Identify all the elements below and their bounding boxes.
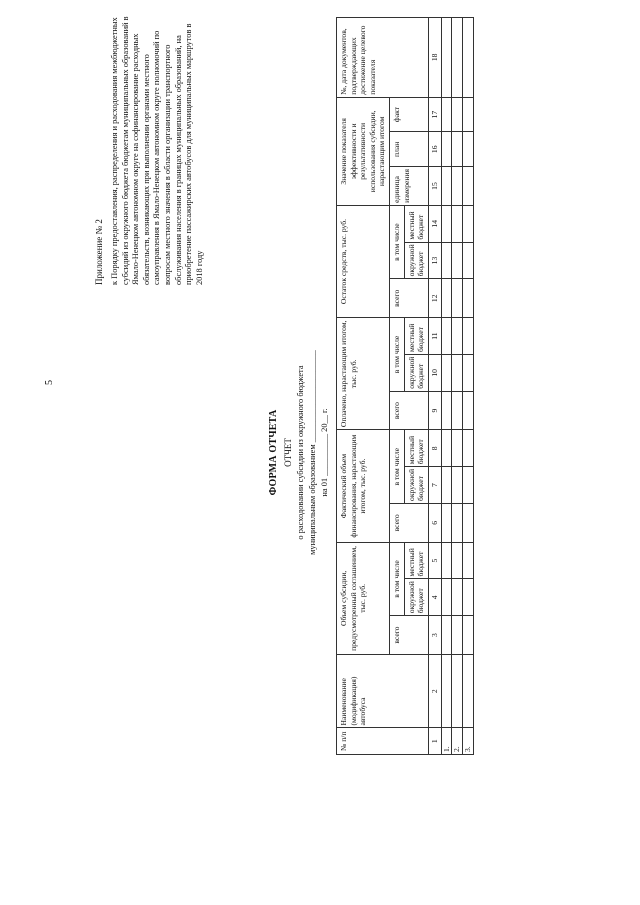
col-num: 8 — [428, 430, 441, 467]
header-row-1 — [337, 18, 390, 755]
report-subtitle: о расходовании субсидии из окружного бюджета — [296, 365, 305, 540]
col-num: 2 — [428, 654, 441, 727]
col-num: 5 — [428, 542, 441, 579]
col-num: 17 — [428, 97, 441, 132]
header-remaining: Остаток средств, тыс. руб. — [337, 205, 390, 317]
indicator-unit: единица измерения — [389, 167, 428, 206]
col-num: 7 — [428, 467, 441, 504]
paid-total: всего — [389, 391, 428, 430]
col-num: 12 — [428, 279, 441, 318]
page-number: 5 — [44, 380, 55, 385]
financing-including: в том числе — [389, 430, 404, 503]
row-number: 2. — [452, 728, 463, 755]
row-number: 3. — [462, 728, 473, 755]
financing-local: местный бюджет — [404, 430, 428, 467]
col-num: 18 — [428, 18, 441, 98]
financing-district: окружной бюджет — [404, 467, 428, 504]
financing-total: всего — [389, 503, 428, 542]
header-actual-financing: Фактический объем финансирования, нарастающим итогом, тыс. руб. — [337, 430, 390, 542]
table-row — [452, 18, 463, 755]
col-num: 3 — [428, 616, 441, 655]
appendix-text: к Порядку предоставления, распределения и расходования межбюджетных субсидий из окружного бюджета бюджетам муниципальных образований в Ямало-Ненецком автономном округе на софинансирование расходных обязательств, возникающих при выполнении органами местного самоуправления в Ямало-Ненецком автономном округе полномочий по вопросам местного значения в области организации транспортного обслуживания населения в границах муниципальных образований, на приобретение пассажирских автобусов для муниципальных маршрутов в 2018 году — [110, 16, 204, 285]
col-num: 6 — [428, 503, 441, 542]
report-title: ОТЧЕТ — [283, 438, 293, 467]
remaining-including: в том числе — [389, 205, 404, 279]
indicator-fact: факт — [389, 97, 428, 132]
col-num: 1 — [428, 728, 441, 755]
appendix-label: Приложение № 2 — [94, 219, 104, 285]
paid-including: в том числе — [389, 318, 404, 392]
header-subsidy-volume: Объем субсидии, предусмотренный соглашением, тыс. руб. — [337, 542, 390, 654]
col-num: 14 — [428, 205, 441, 242]
remaining-district: окружной бюджет — [404, 242, 428, 279]
subsidy-total: всего — [389, 616, 428, 655]
subsidy-local: местный бюджет — [404, 542, 428, 579]
row-number: 1. — [441, 728, 452, 755]
col-num: 11 — [428, 318, 441, 355]
subsidy-including: в том числе — [389, 542, 404, 615]
remaining-local: местный бюджет — [404, 205, 428, 242]
paid-local: местный бюджет — [404, 318, 428, 355]
table-row — [462, 18, 473, 755]
column-number-row — [428, 18, 441, 755]
report-municipality: муниципальным образованием ______________________ — [308, 350, 317, 555]
col-num: 4 — [428, 579, 441, 616]
report-table — [336, 17, 474, 755]
header-paid: Оплачено, нарастающим итогом, тыс. руб. — [337, 318, 390, 430]
form-title: ФОРМА ОТЧЕТА — [268, 409, 279, 496]
col-num: 9 — [428, 391, 441, 430]
indicator-plan: план — [389, 132, 428, 167]
col-num: 15 — [428, 167, 441, 206]
paid-district: окружной бюджет — [404, 354, 428, 391]
subsidy-district: окружной бюджет — [404, 579, 428, 616]
col-num: 16 — [428, 132, 441, 167]
report-date: на 01 __________ 20__ г. — [320, 408, 329, 497]
table-row — [441, 18, 452, 755]
remaining-total: всего — [389, 279, 428, 318]
header-row-2 — [389, 18, 404, 755]
header-num: № п/п — [337, 728, 429, 755]
header-bus-name: Наименование (модификация) автобуса — [337, 654, 429, 727]
header-documents: №, дата документов, подтверждающих достижение целевого показателя — [337, 18, 429, 98]
header-indicator-value: Значение показателя эффективности и результативности использования субсидии, нарастающим итогом — [337, 97, 390, 205]
col-num: 10 — [428, 354, 441, 391]
col-num: 13 — [428, 242, 441, 279]
